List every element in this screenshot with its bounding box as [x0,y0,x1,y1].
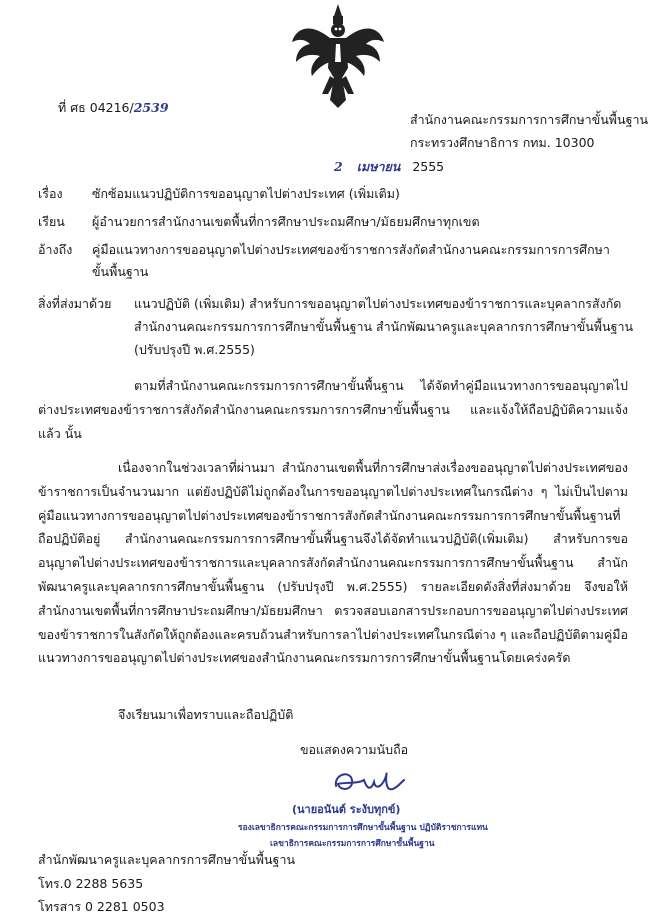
enclosure-label: สิ่งที่ส่งมาด้วย [38,296,112,311]
letter-date [334,157,444,177]
to-label: เรียน [38,214,65,229]
footer-office: สำนักพัฒนาครูและบุคลากรการศึกษาขั้นพื้นฐาน [38,852,296,867]
date-year: 2555 [412,159,445,174]
date-day: 2 [334,159,343,174]
garuda-emblem [290,2,386,112]
letter-number-prefix: ที่ ศธ 04216/ [58,100,134,115]
enclosure-line1: แนวปฏิบัติ (เพิ่มเติม) สำหรับการขออนุญาตไปต่างประเทศของข้าราชการและบุคลากรสังกัด [134,296,622,311]
signatory-name: (นายอนันต์ ระงับทุกข์) [292,803,401,816]
sender-address: กระทรวงศึกษาธิการ กทม. 10300 [410,135,595,150]
date-month: เมษายน [356,159,401,174]
subject-label: เรื่อง [38,186,63,201]
to-text: ผู้อำนวยการสำนักงานเขตพื้นที่การศึกษาประถมศึกษา/มัธยมศึกษาทุกเขต [92,214,480,229]
signature [328,762,408,802]
enclosure-line3: (ปรับปรุงปี พ.ศ.2555) [134,342,255,357]
sender-office: สำนักงานคณะกรรมการการศึกษาขั้นพื้นฐาน [410,112,649,127]
footer-fax: โทรสาร 0 2281 0503 [38,899,165,914]
letter-number-handwritten: 2539 [133,100,169,115]
closing-request: จึงเรียนมาเพื่อทราบและถือปฏิบัติ [118,707,294,722]
closing: ขอแสดงความนับถือ [300,742,409,757]
subject-text: ซักซ้อมแนวปฏิบัติการขออนุญาตไปต่างประเทศ (เพิ่มเติม) [92,186,400,201]
letter-number [58,98,169,118]
signatory-title-1: รองเลขาธิการคณะกรรมการการศึกษาขั้นพื้นฐาน ปฏิบัติราชการแทน [238,823,488,833]
signatory-title-2: เลขาธิการคณะกรรมการการศึกษาขั้นพื้นฐาน [270,839,435,849]
body-paragraph-1: ตามที่สำนักงานคณะกรรมการการศึกษาขั้นพื้นฐาน ได้จัดทำคู่มือแนวทางการขออนุญาตไปต่างประเทศของข้าราชการสังกัดสำนักงานคณะกรรมการการศึกษาขั้นพื้นฐาน และแจ้งให้ถือปฏิบัติความแจ้งแล้ว นั้น [38,378,628,441]
reference-line2: ขั้นพื้นฐาน [92,264,149,279]
body-paragraph-2: เนื่องจากในช่วงเวลาที่ผ่านมา สำนักงานเขตพื้นที่การศึกษาส่งเรื่องขออนุญาตไปต่างประเทศของข้าราชการเป็นจำนวนมาก แต่ยังปฏิบัติไม่ถูกต้องในการขออนุญาตไปต่างประเทศในกรณีต่าง ๆ ไม่เป็นไปตามคู่มือแนวทางการขออนุญาตไปต่างประเทศของข้าราชการสังกัดสำนักงานคณะกรรมการการศึกษาขั้นพื้นฐานที่ถือปฏิบัติอยู่ สำนักงานคณะกรรมการการศึกษาขั้นพื้นฐานจึงได้จัดทำแนวปฏิบัติ(เพิ่มเติม) สำหรับการขออนุญาตไปต่างประเทศของข้าราชการและบุคลากรสังกัดสำนักงานคณะกรรมการการศึกษาขั้นพื้นฐาน สำนักพัฒนาครูและบุคลากรการศึกษาขั้นพื้นฐาน (ปรับปรุงปี พ.ศ.2555) รายละเอียดดังสิ่งที่ส่งมาด้วย จึงขอให้สำนักงานเขตพื้นที่การศึกษาประถมศึกษา/มัธยมศึกษา ตรวจสอบเอกสารประกอบการขออนุญาตไปต่างประเทศของข้าราชการในสังกัดให้ถูกต้องและครบถ้วนสำหรับการลาไปต่างประเทศในกรณีต่าง ๆ และถือปฏิบัติตามคู่มือแนวทางการขออนุญาตไปต่างประเทศของสำนักงานคณะกรรมการการศึกษาขั้นพื้นฐานโดยเคร่งครัด [38,460,628,666]
footer-phone: โทร.0 2288 5635 [38,876,144,891]
enclosure-line2: สำนักงานคณะกรรมการการศึกษาขั้นพื้นฐาน สำนักพัฒนาครูและบุคลากรการศึกษาขั้นพื้นฐาน [134,319,634,334]
reference-label: อ้างถึง [38,242,73,257]
reference-line1: คู่มือแนวทางการขออนุญาตไปต่างประเทศของข้าราชการสังกัดสำนักงานคณะกรรมการการศึกษา [92,242,610,257]
